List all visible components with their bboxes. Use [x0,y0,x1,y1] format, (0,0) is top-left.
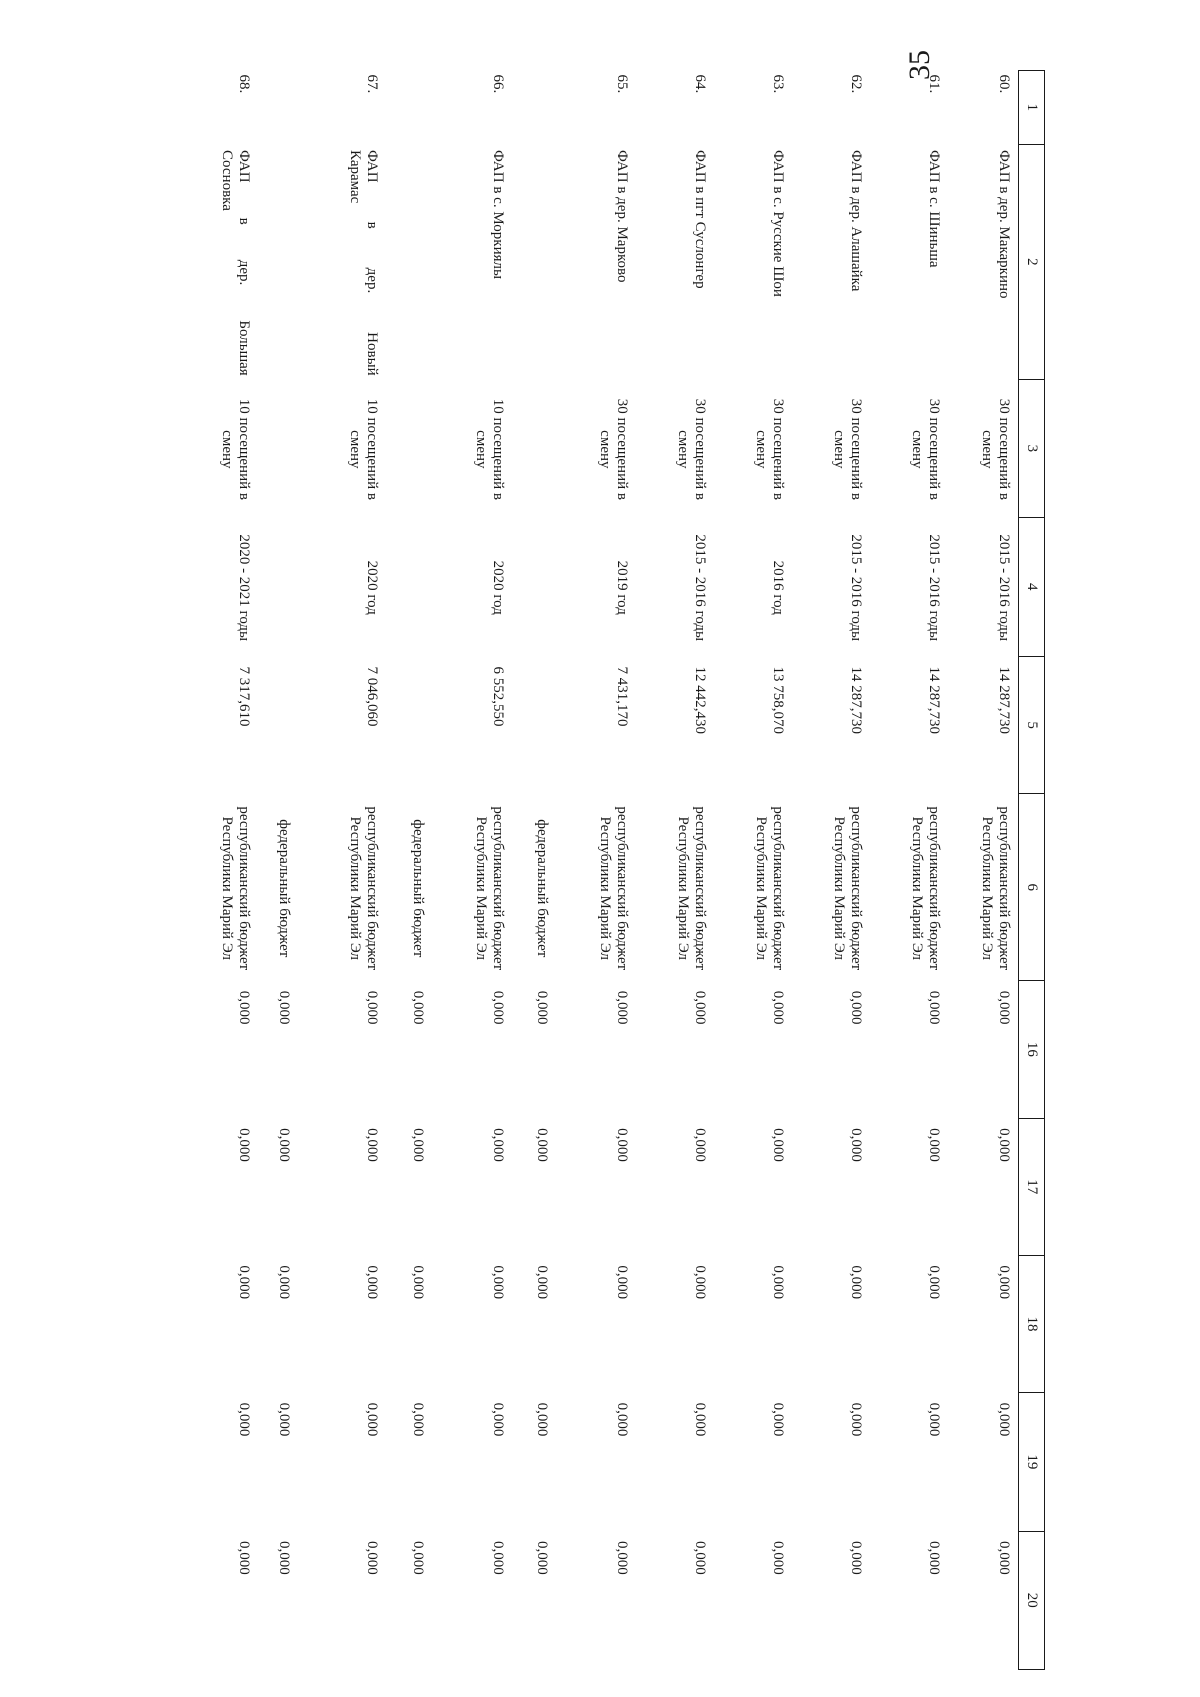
column-header: 17 [1019,1118,1045,1255]
period: 2020 год [490,560,506,615]
column-header: 19 [1019,1393,1045,1531]
value-16: 0,000 [692,990,708,1025]
value-17: 0,000 [490,1128,506,1162]
row-number [258,71,298,145]
value-18: 0,000 [770,1265,786,1300]
value-19: 0,000 [996,1402,1012,1437]
value-19: 0,000 [410,1402,426,1437]
value-19: 0,000 [614,1402,630,1437]
value-17: 0,000 [364,1128,380,1162]
value-17: 0,000 [848,1128,864,1162]
table-row [792,71,870,1670]
value-20: 0,000 [692,1541,708,1575]
value-18: 0,000 [996,1265,1012,1300]
funding-source: республиканский бюджет Республики Марий Эл [347,806,380,971]
value-20: 0,000 [770,1541,786,1575]
value-17: 0,000 [276,1128,292,1162]
cost [512,656,556,793]
value-18: 0,000 [848,1265,864,1300]
value-17: 0,000 [692,1128,708,1162]
value-17: 0,000 [236,1128,252,1162]
column-header: 16 [1019,981,1045,1118]
value-18: 0,000 [364,1265,380,1300]
period: 2019 год [614,560,630,615]
value-20: 0,000 [490,1541,506,1575]
column-header: 2 [1019,144,1045,380]
row-number: 62. [848,74,864,94]
capacity: 30 посещений в смену [831,398,864,500]
row-number: 65. [614,74,630,94]
column-header: 6 [1019,794,1045,981]
funding-source: республиканский бюджет Республики Марий Эл [753,806,786,971]
value-19: 0,000 [236,1402,252,1437]
object-name-line2: Сосновка [219,150,235,211]
capacity: 10 посещений в смену [347,398,380,500]
value-20: 0,000 [364,1541,380,1575]
table-row [948,71,1019,1670]
register-table [192,70,1045,1670]
object-name: ФАП в с. Шиньша [926,150,942,268]
value-19: 0,000 [490,1402,506,1437]
column-header: 1 [1019,71,1045,145]
funding-source: республиканский бюджет Республики Марий Эл [909,806,942,971]
funding-source: республиканский бюджет Республики Марий Эл [597,806,630,971]
object-name [192,144,258,380]
funding-source: республиканский бюджет Республики Марий Эл [979,806,1012,971]
value-20: 0,000 [410,1541,426,1575]
object-name [386,144,432,380]
column-header: 20 [1019,1531,1045,1669]
value-19: 0,000 [848,1402,864,1437]
period: 2015 - 2016 годы [996,534,1012,642]
value-20: 0,000 [848,1541,864,1575]
capacity: 30 посещений в смену [675,398,708,500]
capacity [512,380,556,517]
capacity: 30 посещений в смену [597,398,630,500]
header-row [1019,71,1045,1670]
cost: 14 287,730 [926,666,942,734]
row-number [512,71,556,145]
value-16: 0,000 [364,990,380,1025]
table-row [432,71,512,1670]
value-16: 0,000 [848,990,864,1025]
capacity: 10 посещений в смену [219,398,252,500]
value-17: 0,000 [926,1128,942,1162]
cost [386,656,432,793]
cost: 7 046,060 [364,666,380,727]
value-16: 0,000 [996,990,1012,1025]
row-number: 64. [692,74,708,94]
row-number: 67. [364,74,380,94]
funding-source: республиканский бюджет Республики Марий Эл [473,806,506,971]
period: 2015 - 2016 годы [926,534,942,642]
table-row [512,71,556,1670]
value-20: 0,000 [534,1541,550,1575]
table-row [714,71,792,1670]
row-number: 63. [770,74,786,94]
object-name: ФАП в пгт Суслонгер [692,150,708,289]
object-name [512,144,556,380]
object-name: ФАП в дер. Макаркино [996,150,1012,299]
object-name: ФАП в дер. Алашайка [848,150,864,292]
funding-source: федеральный бюджет [276,819,292,958]
value-16: 0,000 [926,990,942,1025]
value-16: 0,000 [534,990,550,1025]
object-name: ФАП в с. Русские Шои [770,150,786,297]
column-header: 5 [1019,656,1045,793]
row-number: 66. [490,74,506,94]
value-20: 0,000 [996,1541,1012,1575]
value-20: 0,000 [236,1541,252,1575]
value-18: 0,000 [236,1265,252,1300]
table-row [258,71,298,1670]
cost: 7 317,610 [236,666,252,727]
value-18: 0,000 [534,1265,550,1300]
value-16: 0,000 [276,990,292,1025]
object-name: ФАП в с. Моркиялы [490,150,506,280]
object-name-line1: ФАП в дер. Большая [236,150,252,376]
period: 2015 - 2016 годы [692,534,708,642]
value-20: 0,000 [926,1541,942,1575]
cost: 13 758,070 [770,666,786,734]
object-name: ФАП в дер. Марково [614,150,630,283]
capacity: 10 посещений в смену [473,398,506,500]
value-18: 0,000 [490,1265,506,1300]
row-number: 68. [236,74,252,94]
period: 2020 год [364,560,380,615]
value-19: 0,000 [926,1402,942,1437]
value-17: 0,000 [996,1128,1012,1162]
row-number: 60. [996,74,1012,94]
period: 2020 - 2021 годы [236,534,252,642]
value-16: 0,000 [770,990,786,1025]
value-20: 0,000 [614,1541,630,1575]
value-19: 0,000 [364,1402,380,1437]
column-header: 3 [1019,380,1045,517]
page-number: 35 [903,50,936,80]
object-name [298,144,386,380]
object-name-line2: Карамас [347,150,363,204]
value-17: 0,000 [614,1128,630,1162]
capacity: 30 посещений в смену [909,398,942,500]
column-header: 18 [1019,1255,1045,1392]
cost: 14 287,730 [848,666,864,734]
value-16: 0,000 [236,990,252,1025]
period: 2016 год [770,560,786,615]
capacity: 30 посещений в смену [753,398,786,500]
value-20: 0,000 [276,1541,292,1575]
capacity [258,380,298,517]
funding-source: республиканский бюджет Республики Марий Эл [675,806,708,971]
value-16: 0,000 [410,990,426,1025]
period [258,517,298,656]
value-18: 0,000 [692,1265,708,1300]
rotated-page [205,70,1045,1670]
value-19: 0,000 [276,1402,292,1437]
cost: 7 431,170 [614,666,630,727]
row-number: 61. [926,74,942,94]
column-header: 4 [1019,517,1045,656]
capacity: 30 посещений в смену [979,398,1012,500]
funding-source: республиканский бюджет Республики Марий Эл [831,806,864,971]
value-16: 0,000 [614,990,630,1025]
funding-source: республиканский бюджет Республики Марий Эл [219,806,252,971]
value-16: 0,000 [490,990,506,1025]
table-row [386,71,432,1670]
funding-source: федеральный бюджет [410,819,426,958]
table-row [636,71,714,1670]
cost: 14 287,730 [996,666,1012,734]
table-row [870,71,948,1670]
table-row [298,71,386,1670]
object-name [258,144,298,380]
value-17: 0,000 [770,1128,786,1162]
value-19: 0,000 [534,1402,550,1437]
capacity [386,380,432,517]
period [512,517,556,656]
value-18: 0,000 [410,1265,426,1300]
table-row [192,71,258,1670]
value-19: 0,000 [692,1402,708,1437]
table-row [556,71,636,1670]
value-17: 0,000 [410,1128,426,1162]
cost: 6 552,550 [490,666,506,727]
period: 2015 - 2016 годы [848,534,864,642]
object-name-line1: ФАП в дер. Новый [364,150,380,376]
value-18: 0,000 [614,1265,630,1300]
cost: 12 442,430 [692,666,708,734]
value-18: 0,000 [276,1265,292,1300]
row-number [386,71,432,145]
value-18: 0,000 [926,1265,942,1300]
value-17: 0,000 [534,1128,550,1162]
value-19: 0,000 [770,1402,786,1437]
period [386,517,432,656]
cost [258,656,298,793]
funding-source: федеральный бюджет [534,819,550,958]
